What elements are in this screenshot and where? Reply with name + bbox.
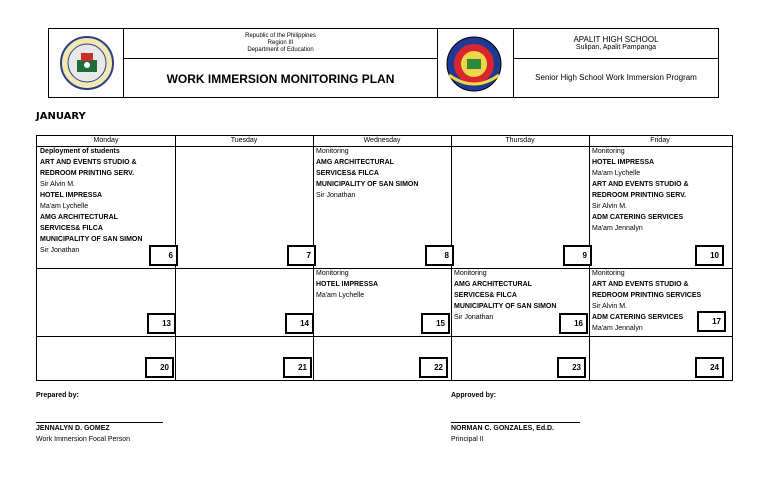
date-number: 10 (695, 245, 724, 266)
date-number: 21 (283, 357, 312, 378)
cell-line: SERVICES& FILCA (316, 170, 379, 177)
date-number: 20 (145, 357, 174, 378)
date-number: 6 (149, 245, 178, 266)
date-number: 14 (285, 313, 314, 334)
program-name: Senior High School Work Immersion Program (535, 73, 697, 82)
deped-seal-icon (59, 35, 115, 91)
signature-line (451, 422, 580, 423)
document-header (48, 28, 719, 98)
cell-line: MUNICIPALITY OF SAN SIMON (40, 236, 143, 243)
cell-line: ADM CATERING SERVICES (592, 214, 684, 221)
signature-line (36, 422, 163, 423)
cell-line: Ma'am Lychelle (316, 292, 365, 299)
date-number: 16 (559, 313, 588, 334)
cell-line: REDROOM PRINTING SERV. (592, 192, 687, 199)
date-number: 17 (697, 311, 726, 332)
approver-name: NORMAN C. GONZALES, Ed.D. (451, 425, 555, 432)
cell-line: Ma'am Jennalyn (592, 325, 643, 332)
cell-line: ADM CATERING SERVICES (592, 314, 684, 321)
cell-line: Monitoring (592, 270, 625, 277)
cell-line: SERVICES& FILCA (40, 225, 103, 232)
region-text: Region III (267, 40, 294, 46)
cell-line: Monitoring (316, 270, 349, 277)
date-number: 9 (563, 245, 592, 266)
cell-line: Sir Alvin M. (40, 181, 76, 188)
cell-line: HOTEL IMPRESSA (592, 159, 655, 166)
cell-line: REDROOM PRINTING SERV. (40, 170, 135, 177)
cell-line: Deployment of students (40, 148, 120, 155)
cell-line: ART AND EVENTS STUDIO & (592, 281, 689, 288)
school-address: Sulipan, Apalit Pampanga (575, 44, 657, 51)
department-text: Department of Education (247, 47, 314, 53)
cell-line: Monitoring (454, 270, 487, 277)
cell-line: Ma'am Lychelle (40, 203, 89, 210)
day-header-friday: Friday (650, 137, 670, 144)
date-number: 7 (287, 245, 316, 266)
approver-title: Principal II (451, 436, 484, 443)
preparer-name: JENNALYN D. GOMEZ (36, 425, 110, 432)
day-header-monday: Monday (93, 137, 119, 144)
cell-line: AMG ARCHITECTURAL (454, 281, 532, 288)
date-number: 13 (147, 313, 176, 334)
date-number: 15 (421, 313, 450, 334)
cell-line: Sir Jonathan (454, 314, 494, 321)
cell-line: Sir Alvin M. (592, 203, 628, 210)
date-number: 22 (419, 357, 448, 378)
school-seal-icon (445, 35, 503, 93)
school-name: APALIT HIGH SCHOOL (573, 35, 659, 44)
page-title: WORK IMMERSION MONITORING PLAN (166, 72, 395, 86)
cell-line: SERVICES& FILCA (454, 292, 517, 299)
date-number: 23 (557, 357, 586, 378)
cell-line: AMG ARCHITECTURAL (316, 159, 394, 166)
approved-by-label: Approved by: (451, 392, 497, 399)
republic-text: Republic of the Philippines (245, 33, 316, 39)
cell-line: HOTEL IMPRESSA (40, 192, 103, 199)
cell-line: MUNICIPALITY OF SAN SIMON (454, 303, 557, 310)
cell-line: Ma'am Jennalyn (592, 225, 643, 232)
cell-line: REDROOM PRINTING SERVICES (592, 292, 702, 299)
date-number: 24 (695, 357, 724, 378)
cell-line: Sir Jonathan (316, 192, 356, 199)
day-header-thursday: Thursday (505, 137, 535, 144)
prepared-by-label: Prepared by: (36, 392, 79, 399)
cell-line: ART AND EVENTS STUDIO & (40, 159, 137, 166)
cell-line: ART AND EVENTS STUDIO & (592, 181, 689, 188)
cell-line: MUNICIPALITY OF SAN SIMON (316, 181, 419, 188)
cell-line: Monitoring (316, 148, 349, 155)
cell-line: Sir Jonathan (40, 247, 80, 254)
cell-line: Monitoring (592, 148, 625, 155)
day-header-tuesday: Tuesday (230, 137, 258, 144)
preparer-title: Work Immersion Focal Person (36, 436, 131, 443)
calendar-grid (36, 135, 733, 381)
day-header-wednesday: Wednesday (363, 137, 401, 144)
date-number: 8 (425, 245, 454, 266)
cell-line: AMG ARCHITECTURAL (40, 214, 118, 221)
cell-line: Ma'am Lychelle (592, 170, 641, 177)
month-label: JANUARY (36, 111, 86, 122)
cell-line: Sir Alvin M. (592, 303, 628, 310)
cell-line: HOTEL IMPRESSA (316, 281, 379, 288)
